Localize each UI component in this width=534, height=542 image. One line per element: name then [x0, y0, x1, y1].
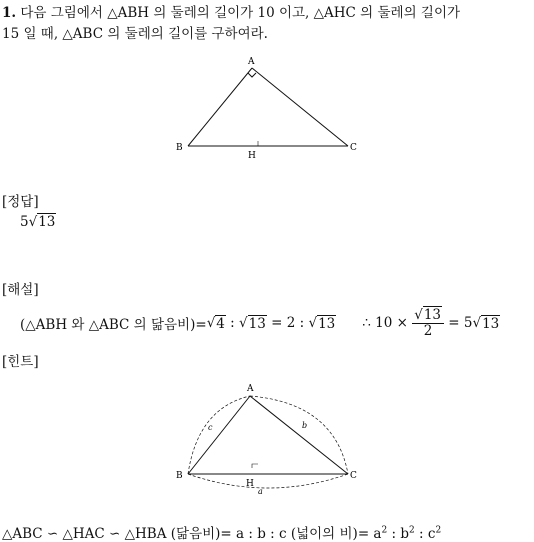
- vertex-a-label: A: [248, 57, 255, 67]
- explanation-heading: [해설]: [2, 282, 39, 298]
- problem-number: 1.: [2, 5, 17, 21]
- side-ac: [252, 68, 348, 146]
- hint-right-angle-mark-h: [252, 464, 258, 468]
- answer-heading: [정답]: [2, 194, 39, 210]
- hint-vertex-a-label: A: [247, 384, 254, 394]
- problem-text-1: 다음 그림에서 △ABH 의 둘레의 길이가 10 이고, △AHC 의 둘레의 길이가: [20, 5, 461, 21]
- side-ab: [188, 68, 252, 146]
- hint-vertex-b-label: B: [176, 471, 183, 481]
- vertex-b-label: B: [176, 143, 183, 153]
- vertex-h-label: H: [248, 151, 256, 161]
- problem-line-1: [2, 2, 460, 24]
- explanation-fraction: $\frac{√13}{2}$: [412, 308, 444, 339]
- vertex-c-label: C: [350, 143, 357, 153]
- hint-vertex-h-label: H: [246, 479, 254, 489]
- hint-side-a-label: a: [258, 487, 263, 496]
- hint-heading: [힌트]: [2, 354, 39, 370]
- hint-side-c-label: c: [208, 423, 213, 432]
- triangle-figure: [170, 52, 370, 162]
- hint-side-b-label: b: [302, 421, 308, 430]
- answer-value: 5√13: [20, 214, 56, 230]
- problem-line-2: 15 일 때, △ABC 의 둘레의 길이를 구하여라.: [2, 26, 268, 42]
- explanation-line: (△ABH 와 △ABC 의 닮음비)= √ 4 : √ 13 = 2 : √ 13 ∴ 10 × $\frac{√13}{2}$ = 5 √ 13: [20, 306, 500, 339]
- hint-arc-a: [188, 474, 348, 488]
- right-angle-mark-a: [248, 73, 256, 77]
- hint-line: △ABC ∽ △HAC ∽ △HBA (닮음비)= a : b : c (넓이의 비)= $a^2$ : $b^2$ : $c^2$: [2, 525, 442, 542]
- hint-triangle-figure: [170, 378, 370, 498]
- hint-side-ab: [188, 396, 250, 474]
- hint-vertex-c-label: C: [350, 471, 357, 481]
